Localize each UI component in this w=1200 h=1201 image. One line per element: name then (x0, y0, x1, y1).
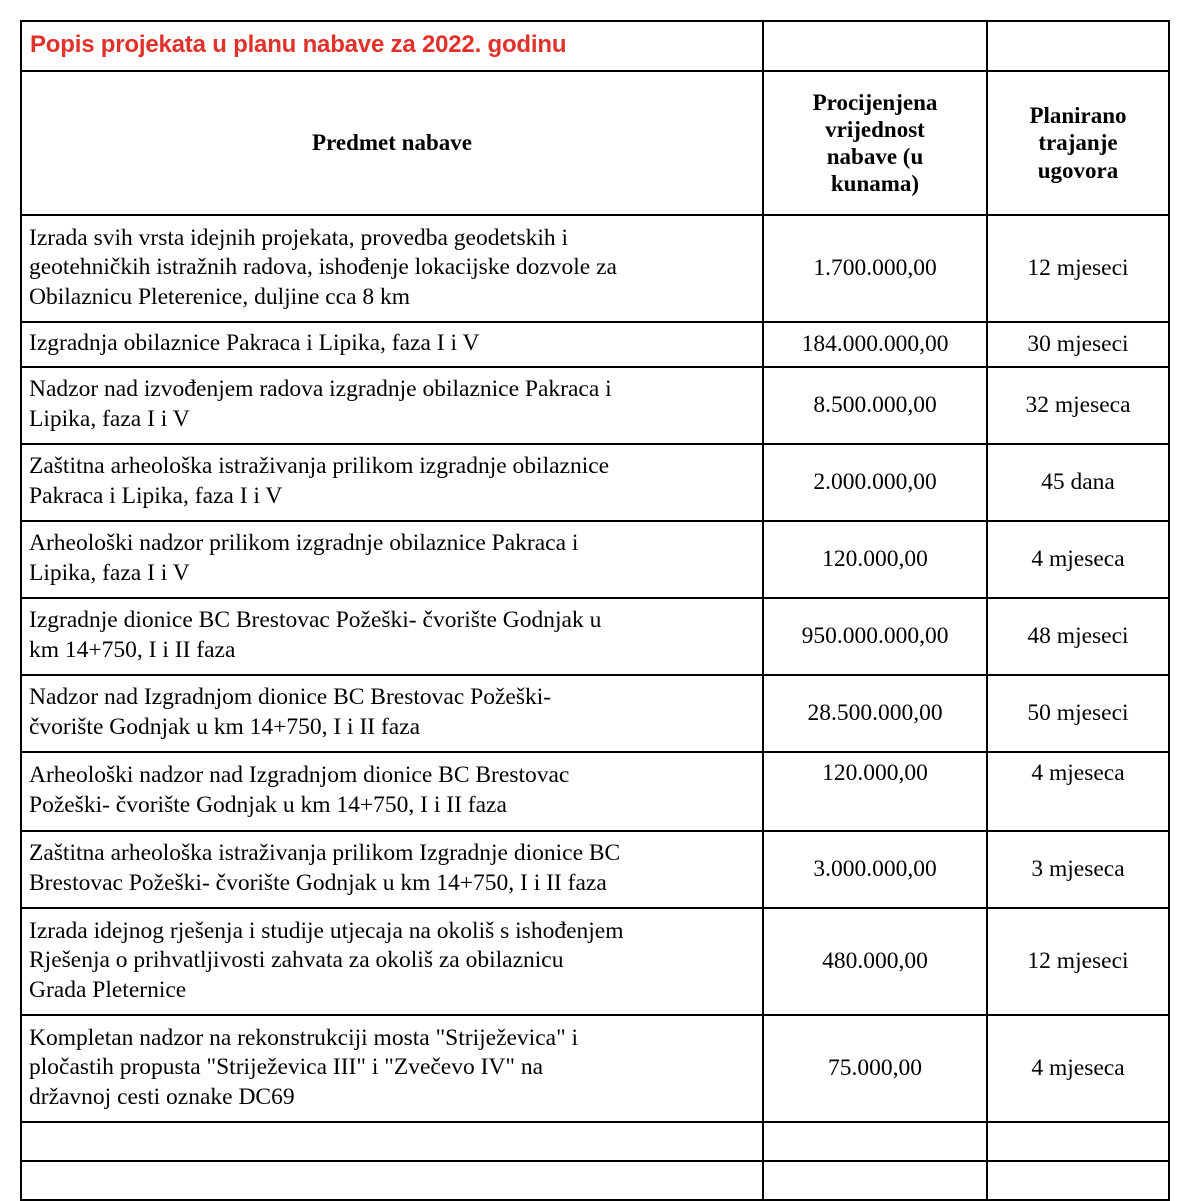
cell-subject-line: Lipika, faza I i V (29, 560, 190, 586)
cell-subject-line: državnoj cesti oznake DC69 (29, 1083, 295, 1110)
column-header-value (763, 71, 987, 215)
cell-subject-line: pločastih propusta "Striježevica III" i "Zvečevo IV" na (29, 1054, 544, 1081)
cell-subject-line: km 14+750, I i II faza (29, 637, 236, 663)
cell-subject (21, 1161, 763, 1200)
column-header-duration-line-1: Planirano (1029, 103, 1127, 129)
cell-subject (21, 1122, 763, 1161)
cell-subject-line: Zaštitna arheološka istraživanja prilikom Izgradnje dionice BC (29, 840, 621, 867)
cell-planned-duration: 4 mjeseca (987, 752, 1169, 831)
cell-subject-line: Arheološki nadzor nad Izgradnjom dionice BC Brestovac (29, 762, 570, 789)
cell-subject-line: čvorište Godnjak u km 14+750, I i II faza (29, 714, 421, 740)
cell-estimated-value: 2.000.000,00 (763, 444, 987, 521)
title-row-blank-cell-2 (987, 21, 1169, 71)
table-row (21, 444, 1169, 521)
cell-subject-line: Izgradnje dionice BC Brestovac Požeški- čvorište Godnjak u (29, 607, 602, 634)
cell-estimated-value: 120.000,00 (763, 752, 987, 831)
table-row (21, 322, 1169, 367)
cell-planned-duration: 32 mjeseca (987, 367, 1169, 444)
page-title: Popis projekata u planu nabave za 2022. godinu (30, 31, 567, 59)
header-row (21, 71, 1169, 215)
cell-planned-duration: 30 mjeseci (987, 322, 1169, 367)
cell-subject (21, 367, 763, 444)
cell-subject-line: Nadzor nad Izgradnjom dionice BC Brestovac Požeški- (29, 684, 552, 711)
cell-estimated-value: 184.000.000,00 (763, 322, 987, 367)
cell-subject-line: Kompletan nadzor na rekonstrukciji mosta "Striježevica" i (29, 1024, 579, 1051)
cell-subject-line: Nadzor nad izvođenjem radova izgradnje obilaznice Pakraca i (29, 376, 612, 403)
cell-subject (21, 1015, 763, 1122)
cell-planned-duration: 4 mjeseca (987, 1015, 1169, 1122)
table-row (21, 1161, 1169, 1200)
table-row (21, 1015, 1169, 1122)
cell-planned-duration: 50 mjeseci (987, 675, 1169, 752)
column-header-value-line-4: kunama) (830, 171, 920, 197)
cell-subject-line: Arheološki nadzor prilikom izgradnje obilaznice Pakraca i (29, 530, 579, 557)
cell-estimated-value: 950.000.000,00 (763, 598, 987, 675)
cell-subject (21, 215, 763, 322)
cell-subject (21, 322, 763, 367)
cell-subject-line: Izrada svih vrsta idejnih projekata, provedba geodetskih i (29, 224, 569, 251)
table-row (21, 1122, 1169, 1161)
cell-subject (21, 444, 763, 521)
spreadsheet-sheet (20, 20, 1168, 1201)
cell-subject (21, 675, 763, 752)
cell-subject-line: Požeški- čvorište Godnjak u km 14+750, I i II faza (29, 792, 507, 818)
column-header-duration-line-2: trajanje (1038, 130, 1118, 156)
table-body (21, 21, 1169, 1200)
cell-estimated-value: 28.500.000,00 (763, 675, 987, 752)
cell-planned-duration (987, 1122, 1169, 1161)
cell-planned-duration: 12 mjeseci (987, 908, 1169, 1015)
table-row (21, 752, 1169, 831)
cell-subject-line: Rješenja o prihvatljivosti zahvata za okoliš za obilaznicu (29, 947, 564, 974)
title-row (21, 21, 1169, 71)
cell-subject-line: Pakraca i Lipika, faza I i V (29, 483, 283, 509)
cell-subject (21, 908, 763, 1015)
cell-subject (21, 521, 763, 598)
cell-subject-line: Izrada idejnog rješenja i studije utjecaja na okoliš s ishođenjem (29, 917, 624, 944)
table-row (21, 831, 1169, 908)
cell-estimated-value: 8.500.000,00 (763, 367, 987, 444)
table-row (21, 521, 1169, 598)
cell-subject-line: Grada Pleternice (29, 976, 187, 1003)
cell-estimated-value: 480.000,00 (763, 908, 987, 1015)
cell-estimated-value: 1.700.000,00 (763, 215, 987, 322)
table-row (21, 675, 1169, 752)
cell-estimated-value: 3.000.000,00 (763, 831, 987, 908)
cell-subject-line: Brestovac Požeški- čvorište Godnjak u km 14+750, I i II faza (29, 870, 607, 896)
column-header-subject: Predmet nabave (21, 71, 763, 215)
cell-estimated-value: 120.000,00 (763, 521, 987, 598)
cell-planned-duration: 3 mjeseca (987, 831, 1169, 908)
column-header-duration-line-3: ugovora (1037, 157, 1119, 183)
table-row (21, 367, 1169, 444)
cell-subject-line: Izgradnja obilaznice Pakraca i Lipika, faza I i V (29, 330, 480, 357)
cell-estimated-value (763, 1161, 987, 1200)
cell-planned-duration: 45 dana (987, 444, 1169, 521)
cell-subject-line: geotehničkih istražnih radova, ishođenje lokacijske dozvole za (29, 254, 617, 281)
table-row (21, 908, 1169, 1015)
cell-subject (21, 752, 763, 831)
cell-subject (21, 831, 763, 908)
cell-planned-duration (987, 1161, 1169, 1200)
cell-subject-line: Lipika, faza I i V (29, 406, 190, 432)
cell-subject-line: Obilaznicu Pleterenice, duljine cca 8 km (29, 283, 411, 310)
cell-planned-duration: 12 mjeseci (987, 215, 1169, 322)
cell-planned-duration: 4 mjeseca (987, 521, 1169, 598)
column-header-value-line-1: Procijenjena (812, 89, 938, 115)
cell-subject-line: Zaštitna arheološka istraživanja prilikom izgradnje obilaznice (29, 453, 610, 480)
column-header-value-line-3: nabave (u (826, 144, 924, 169)
cell-estimated-value: 75.000,00 (763, 1015, 987, 1122)
title-row-blank-cell-1 (763, 21, 987, 71)
procurement-plan-table (20, 20, 1170, 1201)
cell-subject (21, 598, 763, 675)
document-title-cell (21, 21, 763, 71)
column-header-value-line-2: vrijednost (825, 116, 925, 142)
cell-estimated-value (763, 1122, 987, 1161)
table-row (21, 598, 1169, 675)
cell-planned-duration: 48 mjeseci (987, 598, 1169, 675)
column-header-duration (987, 71, 1169, 215)
table-row (21, 215, 1169, 322)
